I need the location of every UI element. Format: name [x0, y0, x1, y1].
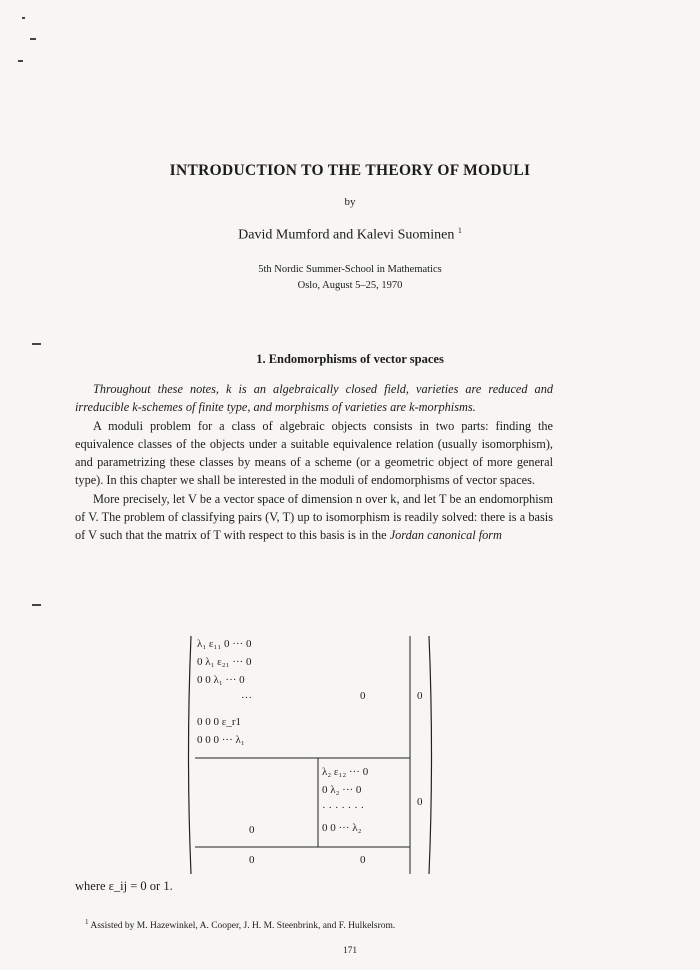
venue-line-2: Oslo, August 5–25, 1970: [297, 280, 403, 291]
margin-mark: [32, 343, 41, 345]
block1-row: 0 0 λ₁ ··· 0: [197, 674, 245, 686]
block2-row: λ₂ ε₁₂ ··· 0: [322, 766, 369, 778]
margin-mark: [30, 38, 36, 40]
paragraph-jordan: [75, 490, 553, 545]
zero-block: 0: [360, 690, 366, 702]
author-note-mark: 1: [457, 226, 462, 235]
paragraph-moduli-problem: A moduli problem for a class of algebraic objects consists in two parts: finding the equivalence classes of the objects under a suitable equivalence relation (usually isomorphism), and parametrizing these classes by means of a scheme (or a geometric object of more general type). In this chapter we shall be interested in the moduli of endomorphisms of vector spaces.: [75, 418, 553, 488]
block1-row: 0 λ₁ ε₂₁ ··· 0: [197, 656, 252, 668]
page-number: 171: [342, 946, 358, 956]
block2-row: 0 0 ··· λ₂: [322, 822, 362, 834]
zero-block: 0: [249, 854, 255, 866]
where-clause: where ε_ij = 0 or 1.: [75, 879, 173, 893]
block1-row: ···: [241, 692, 252, 704]
paper-title: INTRODUCTION TO THE THEORY OF MODULI: [169, 162, 531, 179]
body-paragraphs: [75, 380, 553, 545]
margin-mark: [18, 60, 23, 62]
margin-mark: [22, 17, 25, 19]
footnote-text: Assisted by M. Hazewinkel, A. Cooper, J. H. M. Steenbrink, and F. Hulkelsrom.: [90, 921, 396, 932]
author-names: David Mumford and Kalevi Suominen: [238, 227, 455, 243]
paragraph-jordan-text: More precisely, let V be a vector space of dimension n over k, and let T be an endomorphism of V. The problem of classifying pairs (V, T) up to isomorphism is readily solved: there is a basis of V such that the matrix of T with respect to this basis is in the: [75, 491, 553, 543]
section-heading: 1. Endomorphisms of vector spaces: [256, 352, 444, 366]
jordan-form-term: Jordan canonical form: [389, 528, 502, 543]
footnote: [85, 918, 395, 931]
paragraph-conventions: Throughout these notes, k is an algebraically closed field, varieties are reduced and irreducible k-schemes of finite type, and morphisms of varieties are k-morphisms.: [75, 382, 553, 415]
venue-line-1: 5th Nordic Summer-School in Mathematics: [258, 264, 442, 275]
block1-row: 0 0 0 ··· λ₁: [197, 734, 245, 746]
by-line: by: [344, 196, 356, 208]
authors: [0, 226, 700, 244]
zero-block: 0: [417, 690, 423, 702]
venue: [0, 262, 700, 294]
footnote-mark: 1: [85, 918, 89, 926]
block2-row: 0 λ₂ ··· 0: [322, 784, 362, 796]
zero-block: 0: [249, 824, 255, 836]
jordan-matrix: [185, 634, 435, 876]
block1-row: λ₁ ε₁₁ 0 ··· 0: [197, 638, 252, 650]
zero-block: 0: [360, 854, 366, 866]
matrix-lines: [185, 634, 435, 876]
block2-row: · · · · · · ·: [322, 802, 365, 814]
margin-mark: [32, 604, 41, 606]
zero-block: 0: [417, 796, 423, 808]
block1-row: 0 0 0 ε_r1: [197, 716, 242, 728]
